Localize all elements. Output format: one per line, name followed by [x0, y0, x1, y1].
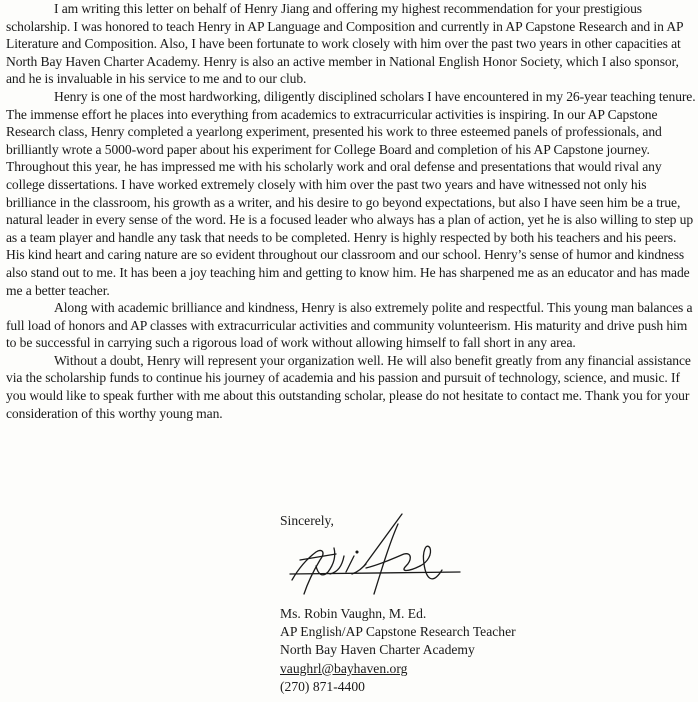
signature-block	[280, 605, 516, 696]
paragraph-conclusion: Without a doubt, Henry will represent your organization well. He will also benefit greatly from any financial assistance via the scholarship funds to continue his journey of academia and his passion and pursuit of technology, science, and music. If you would like to speak further with me about this outstanding scholar, please do not hesitate to contact me. Thank you for your consideration of this worthy young man.	[6, 352, 691, 421]
signer-school: North Bay Haven Charter Academy	[280, 642, 475, 658]
closing-salutation: Sincerely,	[280, 513, 334, 528]
signer-email-link[interactable]: vaughrl@bayhaven.org	[280, 660, 408, 676]
paragraph-conduct: Along with academic brilliance and kindness, Henry is also extremely polite and respectful. This young man balances a full load of honors and AP classes with extracurricular activities and community volunteerism. His maturity and drive push him to be successful in carrying such a rigorous load of work without allowing himself to fall short in any area.	[6, 300, 693, 351]
signer-phone: (270) 871-4400	[280, 678, 365, 694]
paragraph-character: Henry is one of the most hardworking, diligently disciplined scholars I have encountered in my 26-year teaching tenure. The immense effort he places into everything from academics to extracurricular activities is inspiring. In our AP Capstone Research class, Henry completed a yearlong experiment, presented his work to three esteemed panels of professionals, and brilliantly wrote a 5000-word paper about his experiment for College Board and completion of his AP Capstone journey. Throughout this year, he has impressed me with his scholarly work and oral defense and presentations that would rival any college dissertations. I have worked extremely closely with him over the past two years and have witnessed not only his brilliance in the classroom, his growth as a writer, and his desire to go beyond expectations, but also I have seen him be a true, natural leader in every sense of the word. He is a focused leader who always has a plan of action, yet he is also willing to step up as a team player and handle any task that needs to be completed. Henry is highly respected by both his teachers and his peers. His kind heart and caring nature are so evident throughout our classroom and our school. Henry’s sense of humor and kindness also stand out to me. It has been a joy teaching him and getting to know him. He has sharpened me as an educator and has made me a better teacher.	[6, 88, 696, 298]
handwritten-signature	[282, 508, 472, 604]
signer-name: Ms. Robin Vaughn, M. Ed.	[280, 606, 427, 621]
paragraph-intro: I am writing this letter on behalf of Henry Jiang and offering my highest recommendation for your prestigious scholarship. I was honored to teach Henry in AP Language and Composition and currently in AP Capstone Research and in AP Literature and Composition. Also, I have been fortunate to work closely with him over the past two years in other capacities at North Bay Haven Charter Academy. Henry is also an active member in National English Honor Society, which I also sponsor, and he is invaluable in his service to me and to our club.	[6, 1, 683, 87]
letter-body	[6, 0, 696, 422]
signer-title: AP English/AP Capstone Research Teacher	[280, 624, 516, 640]
